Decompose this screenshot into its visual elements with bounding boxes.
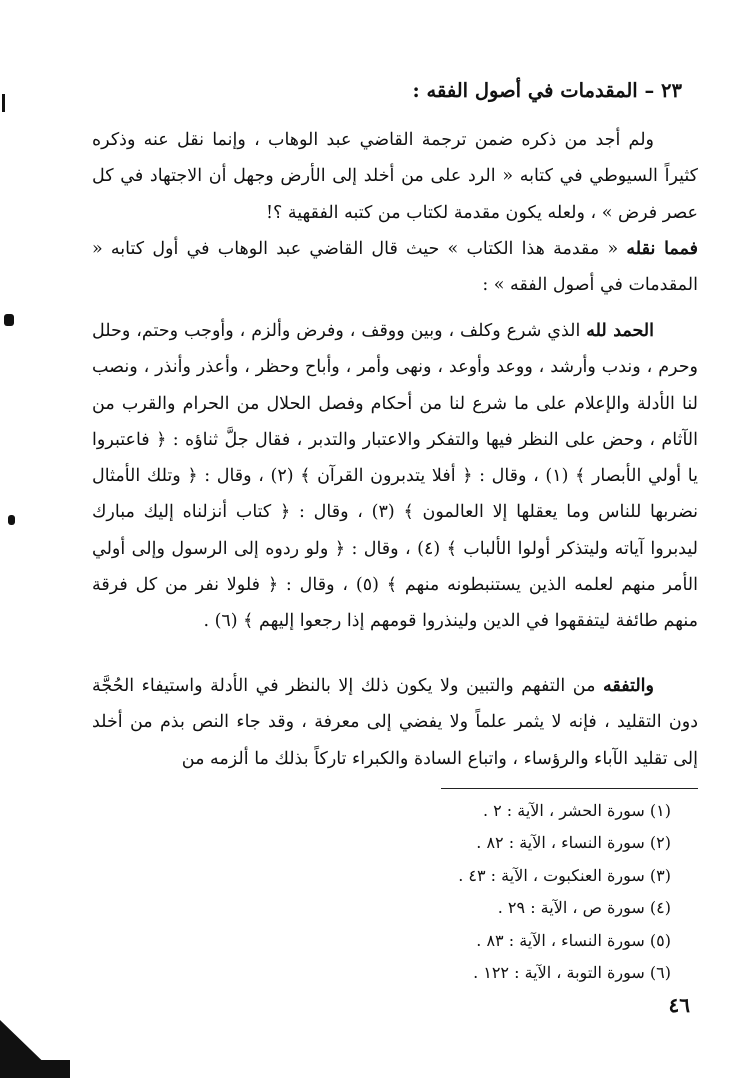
- footnote-item: (٢) سورة النساء ، الآية : ٨٢ .: [476, 833, 671, 853]
- footnote-item: (٥) سورة النساء ، الآية : ٨٣ .: [476, 930, 671, 950]
- paragraph-2-text: « مقدمة هذا الكتاب » حيث قال القاضي عبد الوهاب في أول كتابه « المقدمات في أصول الفقه » :: [92, 239, 698, 296]
- paragraph-3-text: الذي شرع وكلف ، وبين ووقف ، وفرض وألزم ، وأوجب وحتم، وحلل وحرم ، وندب وأرشد ، ووعد وأوعد ، ونهى وأمر ، وأباح وحظر ، وأعذر وأنذر ، ونصب لنا الأدلة والإعلام على ما شرع لنا من أحكام وفصل الحلال من الحرام والقرب من الآثام ، وحض على النظر فيها والتفكر والاعتبار والتدبر ، فقال جلَّ ثناؤه : ﴿ فاعتبروا يا أولي الأبصار ﴾ (١) ، وقال : ﴿ أفلا يتدبرون القرآن ﴾ (٢) ، وقال : ﴿ وتلك الأمثال نضربها للناس وما يعقلها إلا العالمون ﴾ (٣) ، وقال : ﴿ كتاب أنزلناه إليك مبارك ليدبروا آياته وليتذكر أولوا الألباب ﴾ (٤) ، وقال : ﴿ ولو ردوه إلى الرسول وإلى أولي الأمر منهم لعلمه الذين يستنبطونه منهم ﴾ (٥) ، وقال : ﴿ فلولا نفر من كل فرقة منهم طائفة ليتفقهوا في الدين ولينذروا قومهم إذا رجعوا إليهم ﴾ (٦) .: [92, 321, 699, 632]
- binding-shadow: [0, 1060, 70, 1078]
- footnotes-list: [300, 795, 671, 989]
- footnote-item: (١) سورة الحشر ، الآية : ٢ .: [482, 801, 671, 820]
- paragraph-4: [92, 668, 698, 777]
- paragraph-1-text: ولم أجد من ذكره ضمن ترجمة القاضي عبد الوهاب ، وإنما نقل عنه وذكره كثيراً السيوطي في كتابه « الرد على من أخلد إلى الأرض وجهل أن الاجتهاد في كل عصر فرض » ، ولعله يكون مقدمة لكتاب من كتبه الفقهية ؟!: [92, 130, 698, 223]
- paragraph-2: [92, 231, 698, 304]
- footnote-item: (٣) سورة العنكبوت ، الآية : ٤٣ .: [458, 865, 671, 885]
- scan-artifact: [2, 94, 5, 112]
- paragraph-2-lead: فمما نقله: [626, 239, 698, 259]
- section-heading: ٢٣ – المقدمات في أصول الفقه :: [412, 79, 682, 102]
- paragraph-1: [92, 122, 698, 231]
- page-number: ٤٦: [668, 993, 690, 1017]
- scan-artifact: [8, 515, 15, 525]
- footnote-item: (٤) سورة ص ، الآية : ٢٩ .: [497, 898, 671, 918]
- footnote-item: (٦) سورة التوبة ، الآية : ١٢٢ .: [473, 963, 671, 983]
- paragraph-3-lead: الحمد لله: [586, 321, 654, 341]
- paragraph-3: [92, 313, 698, 640]
- scan-artifact: [4, 314, 14, 326]
- footnote-divider: [441, 788, 698, 789]
- paragraph-4-lead: والتفقه: [602, 676, 654, 696]
- paragraph-4-text: من التفهم والتبين ولا يكون ذلك إلا بالنظر في الأدلة واستيفاء الحُجَّة دون التقليد ، فإنه لا يثمر علماً ولا يفضي إلى معرفة ، وقد جاء النص بذم من أخلد إلى تقليد الآباء والرؤساء ، واتباع السادة والكبراء تاركاً بذلك ما ألزمه من: [92, 676, 698, 769]
